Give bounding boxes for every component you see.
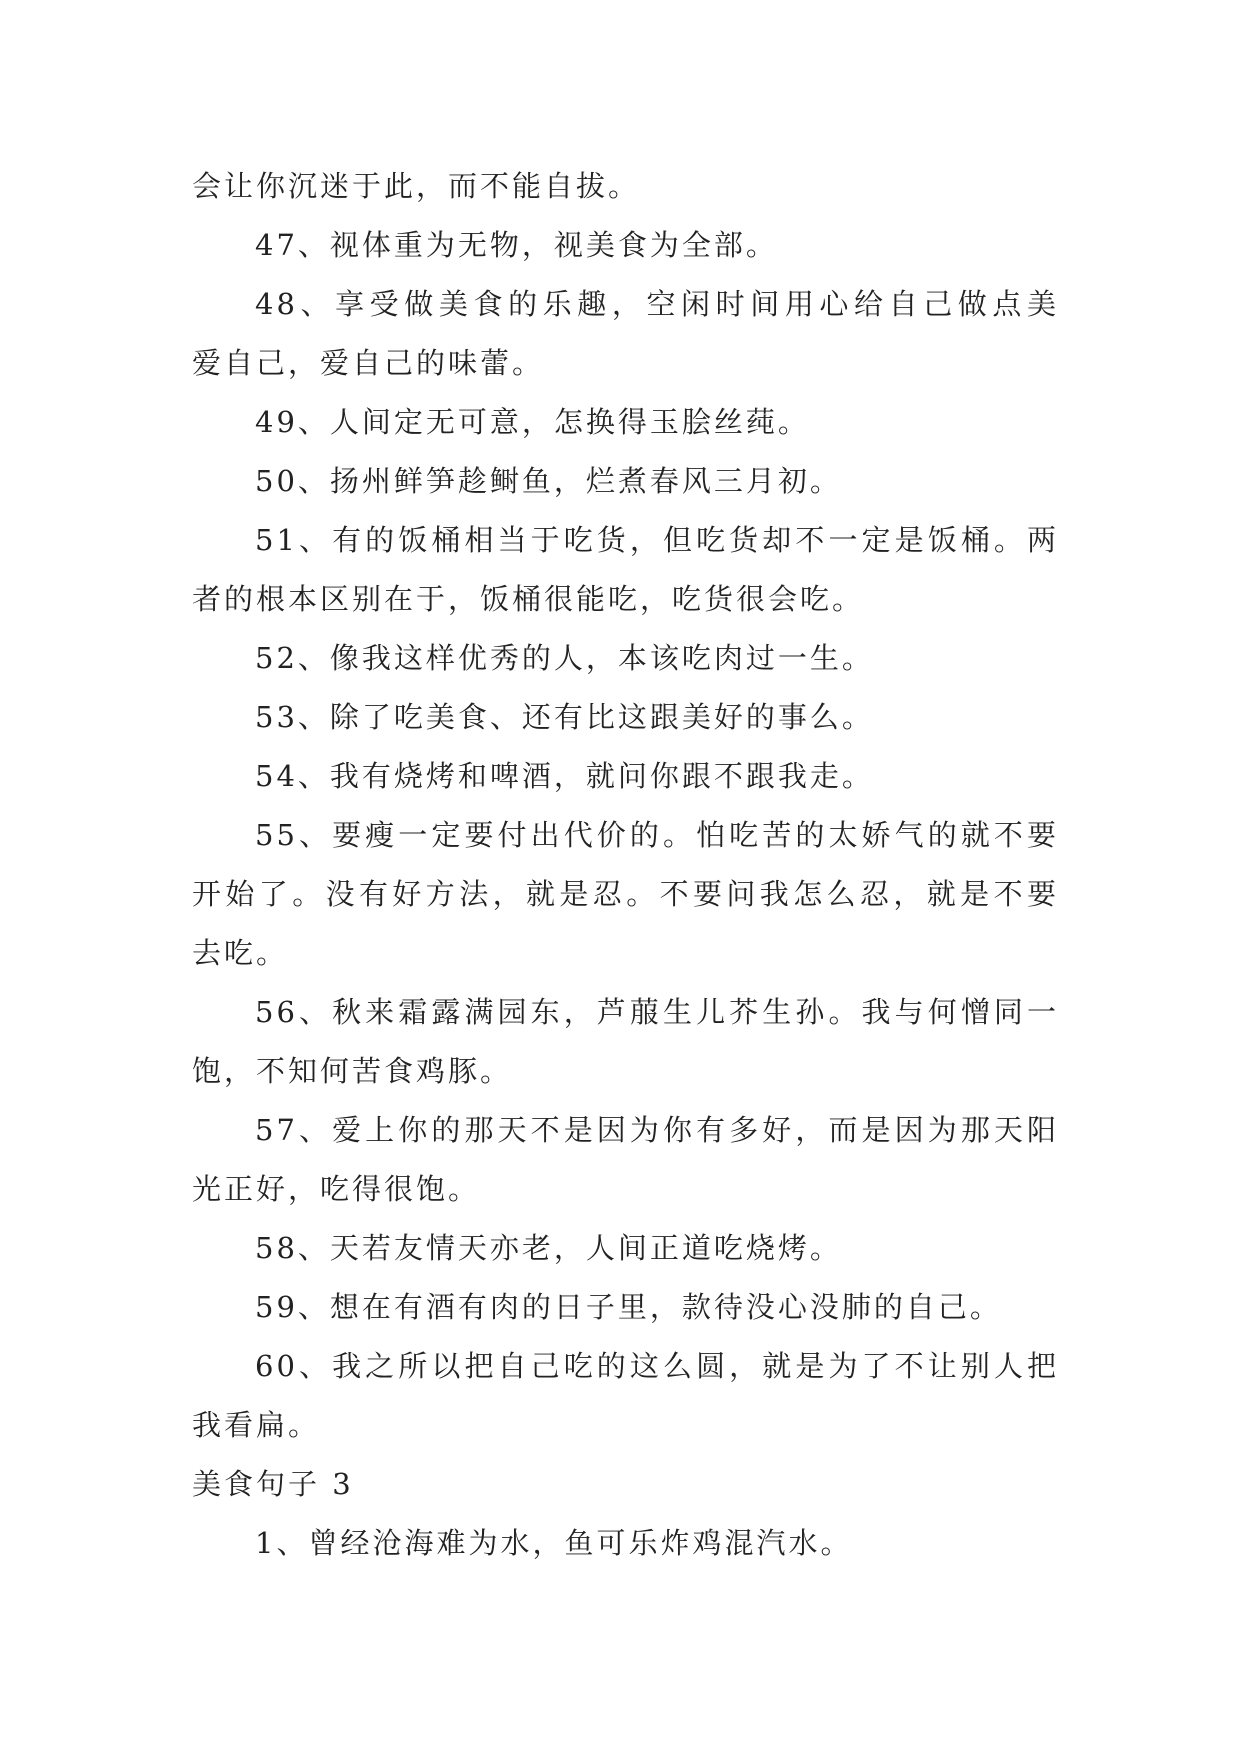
paragraph-line: 光正好，吃得很饱。	[192, 1172, 481, 1206]
paragraph-line: 会让你沉迷于此，而不能自拔。	[192, 169, 641, 203]
list-item-48: 48、享受做美食的乐趣，空闲时间用心给自己做点美	[255, 287, 1059, 321]
list-item-52: 52、像我这样优秀的人，本该吃肉过一生。	[255, 641, 874, 675]
list-item-56: 56、秋来霜露满园东，芦菔生儿芥生孙。我与何憎同一	[255, 995, 1059, 1029]
paragraph-line: 者的根本区别在于，饭桶很能吃，吃货很会吃。	[192, 582, 865, 616]
section-heading: 美食句子 3	[192, 1467, 354, 1501]
list-item-53: 53、除了吃美食、还有比这跟美好的事么。	[255, 700, 874, 734]
paragraph-line: 爱自己，爱自己的味蕾。	[192, 346, 545, 380]
list-item-1: 1、曾经沧海难为水，鱼可乐炸鸡混汽水。	[255, 1526, 853, 1560]
list-item-58: 58、天若友情天亦老，人间正道吃烧烤。	[255, 1231, 842, 1265]
list-item-50: 50、扬州鲜笋趁鲥鱼，烂煮春风三月初。	[255, 464, 842, 498]
list-item-54: 54、我有烧烤和啤酒，就问你跟不跟我走。	[255, 759, 874, 793]
document-body	[192, 157, 1059, 1573]
list-item-49: 49、人间定无可意，怎换得玉脍丝莼。	[255, 405, 810, 439]
list-item-47: 47、视体重为无物，视美食为全部。	[255, 228, 778, 262]
list-item-55: 55、要瘦一定要付出代价的。怕吃苦的太娇气的就不要	[255, 818, 1059, 852]
paragraph-line: 饱，不知何苦食鸡豚。	[192, 1054, 513, 1088]
list-item-51: 51、有的饭桶相当于吃货，但吃货却不一定是饭桶。两	[255, 523, 1059, 557]
paragraph-line: 开始了。没有好方法，就是忍。不要问我怎么忍，就是不要	[192, 877, 1059, 911]
list-item-59: 59、想在有酒有肉的日子里，款待没心没肺的自己。	[255, 1290, 1002, 1324]
paragraph-line: 去吃。	[192, 936, 289, 970]
list-item-57: 57、爱上你的那天不是因为你有多好，而是因为那天阳	[255, 1113, 1059, 1147]
list-item-60: 60、我之所以把自己吃的这么圆，就是为了不让别人把	[255, 1349, 1059, 1383]
paragraph-line: 我看扁。	[192, 1408, 321, 1442]
